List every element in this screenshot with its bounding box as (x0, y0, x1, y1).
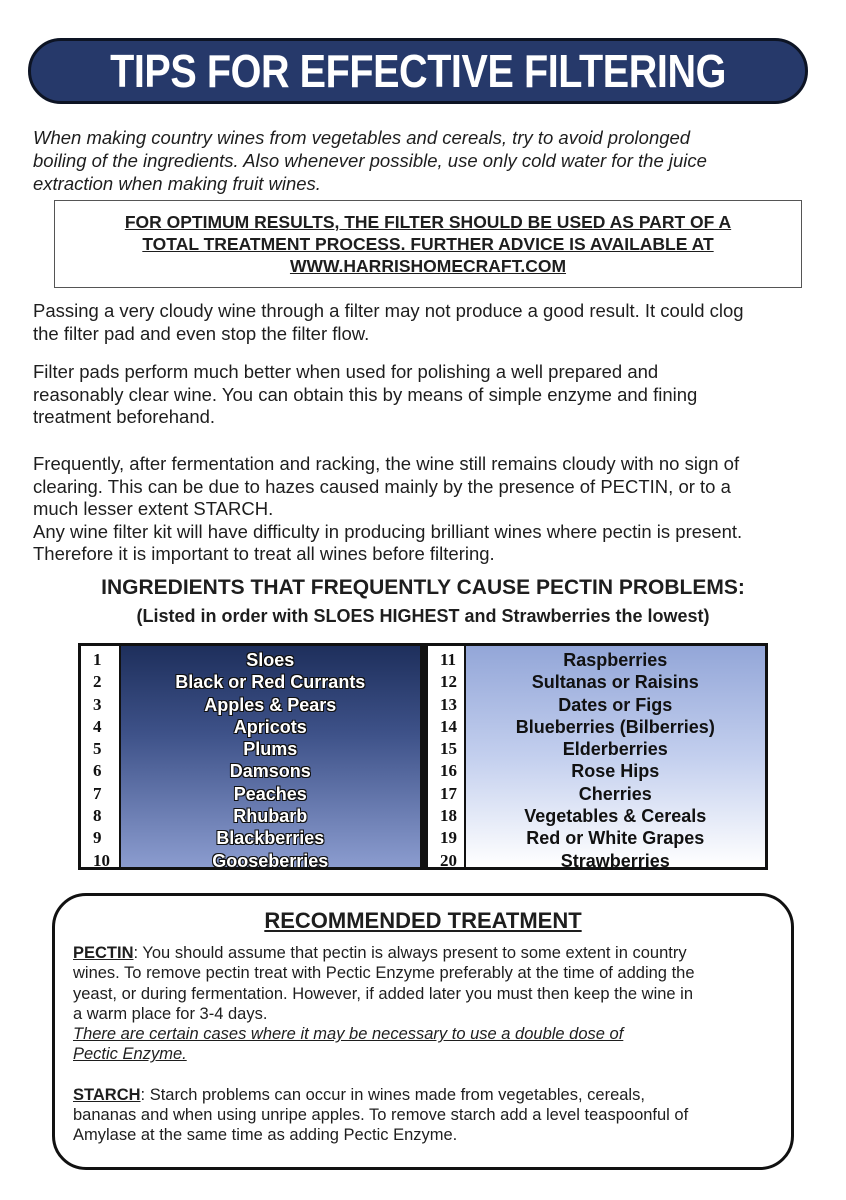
paragraph-line: treatment beforehand. (33, 406, 216, 427)
notice-line: TOTAL TREATMENT PROCESS. FURTHER ADVICE IS AVAILABLE AT (142, 234, 714, 254)
pectin-ingredients-table (78, 643, 768, 870)
ingredient-column-right (466, 646, 765, 871)
rank-number: 9 (93, 828, 102, 848)
rank-number: 7 (93, 783, 102, 803)
ingredients-heading: INGREDIENTS THAT FREQUENTLY CAUSE PECTIN PROBLEMS: (101, 576, 745, 599)
intro-line: When making country wines from vegetables and cereals, try to avoid prolonged (33, 127, 691, 148)
pectin-note: Pectic Enzyme. (73, 1045, 187, 1064)
ingredient-item: Plums (243, 739, 298, 760)
paragraph-filter-pads (33, 361, 823, 429)
ingredient-item: Vegetables & Cereals (524, 806, 707, 827)
starch-line: : Starch problems can occur in wines made from vegetables, cereals, (140, 1085, 645, 1104)
treatment-body (73, 943, 779, 1146)
rank-column-right (426, 646, 466, 870)
ingredient-item: Blueberries (Bilberries) (515, 716, 715, 737)
rank-number: 10 (93, 850, 110, 870)
page-title: TIPS FOR EFFECTIVE FILTERING (110, 45, 726, 97)
rank-number: 17 (439, 783, 457, 803)
notice-line: FOR OPTIMUM RESULTS, THE FILTER SHOULD BE USED AS PART OF A (124, 212, 732, 232)
paragraph-cloudy-wine (33, 300, 823, 345)
ingredient-item: Red or White Grapes (526, 828, 705, 849)
intro-paragraph (33, 126, 813, 195)
ingredient-item: Rose Hips (571, 761, 660, 782)
treatment-title: RECOMMENDED TREATMENT (264, 908, 582, 933)
ingredient-item: Rhubarb (233, 806, 308, 827)
rank-number: 19 (439, 828, 457, 848)
paragraph-line: much lesser extent STARCH. (33, 498, 274, 519)
rank-number: 12 (439, 672, 457, 692)
paragraph-line: reasonably clear wine. You can obtain this by means of simple enzyme and fining (33, 383, 698, 405)
rank-number: 3 (93, 694, 102, 714)
paragraph-line: Therefore it is important to treat all wines before filtering. (33, 543, 495, 564)
ingredient-column-left (121, 646, 420, 871)
rank-number: 18 (439, 806, 457, 826)
rank-number: 5 (93, 739, 102, 759)
paragraph-line: Frequently, after fermentation and racking, the wine still remains cloudy with no sign of (33, 453, 740, 474)
ingredient-item: Peaches (233, 783, 307, 804)
paragraph-pectin-haze (33, 453, 823, 566)
rank-number: 15 (439, 739, 457, 759)
rank-number: 4 (93, 716, 102, 736)
ingredients-subheading: (Listed in order with SLOES HIGHEST and Strawberries the lowest) (136, 606, 710, 626)
rank-number: 8 (93, 806, 102, 826)
ingredient-item: Sloes (246, 650, 295, 670)
recommended-treatment-box (52, 893, 794, 1170)
pectin-note: There are certain cases where it may be necessary to use a double dose of (73, 1025, 624, 1044)
intro-line: boiling of the ingredients. Also whenever possible, use only cold water for the juice (33, 150, 707, 171)
notice-box (54, 200, 802, 288)
ingredient-item: Apples & Pears (204, 694, 337, 715)
starch-label: STARCH (73, 1085, 141, 1104)
pectin-line: a warm place for 3-4 days. (73, 1004, 268, 1023)
rank-column-left (81, 646, 121, 870)
ingredient-item: Cherries (578, 783, 652, 804)
pectin-line: yeast, or during fermentation. However, if added later you must then keep the wine in (73, 984, 694, 1003)
pectin-label: PECTIN (73, 944, 134, 962)
intro-line: extraction when making fruit wines. (33, 173, 321, 194)
ingredient-item: Strawberries (560, 850, 670, 871)
ingredient-item: Gooseberries (212, 850, 329, 871)
ingredient-item: Sultanas or Raisins (531, 672, 699, 693)
rank-number: 20 (439, 850, 457, 870)
pectin-line: wines. To remove pectin treat with Pectic Enzyme preferably at the time of adding the (73, 964, 695, 983)
ingredient-item: Elderberries (562, 739, 668, 760)
paragraph-line: Filter pads perform much better when used for polishing a well prepared and (33, 361, 659, 382)
ingredient-item: Blackberries (216, 828, 325, 849)
paragraph-line: the filter pad and even stop the filter flow. (33, 322, 370, 344)
paragraph-line: clearing. This can be due to hazes caused mainly by the presence of PECTIN, or to a (33, 475, 731, 497)
rank-number: 13 (439, 694, 457, 714)
ingredient-item: Raspberries (563, 650, 668, 670)
rank-number: 1 (93, 650, 102, 669)
ingredient-item: Dates or Figs (558, 694, 673, 715)
rank-number: 2 (93, 672, 102, 692)
rank-number: 6 (93, 761, 102, 781)
starch-section (73, 1085, 779, 1146)
paragraph-line: Any wine filter kit will have difficulty in producing brilliant wines where pectin is present. (33, 520, 743, 542)
title-banner (28, 38, 808, 104)
ingredient-item: Black or Red Currants (175, 672, 366, 693)
starch-line: bananas and when using unripe apples. To remove starch add a level teaspoonful of (73, 1106, 689, 1125)
rank-number: 11 (439, 650, 457, 669)
ingredient-item: Apricots (233, 716, 307, 737)
notice-url: WWW.HARRISHOMECRAFT.COM (289, 256, 567, 276)
rank-number: 16 (439, 761, 457, 781)
starch-line: Amylase at the same time as adding Pectic Enzyme. (73, 1126, 458, 1145)
pectin-line: : You should assume that pectin is always present to some extent in country (133, 944, 687, 962)
paragraph-line: Passing a very cloudy wine through a filter may not produce a good result. It could clog (33, 300, 744, 321)
pectin-section (73, 943, 779, 1065)
rank-number: 14 (439, 716, 457, 736)
ingredient-item: Damsons (229, 761, 311, 782)
